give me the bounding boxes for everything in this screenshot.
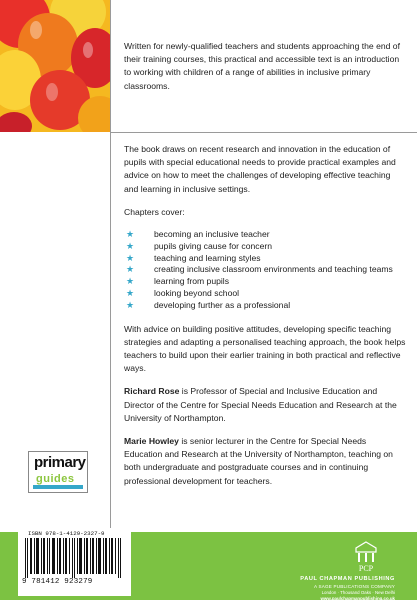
chapters-heading: Chapters cover: [124,206,185,217]
author-name: Richard Rose [124,386,180,397]
list-item [124,288,406,300]
star-icon: ★ [126,264,135,275]
author-name: Marie Howley [124,436,179,447]
description-paragraph: With advice on building positive attitudes, developing specific teaching strategies and adapting a personalised teaching approach, the book helps teachers to build upon their earlier training in both practical and reflective ways. [124,323,406,374]
balloons-photo [0,0,110,132]
publisher-logo [352,540,380,574]
barcode-icon [25,538,123,578]
star-icon: ★ [126,252,135,263]
star-icon: ★ [126,229,135,240]
description-paragraph: The book draws on recent research and innovation in the education of pupils with special educational needs to provide practical examples and advice on how to meet the challenges of developing effective teaching and learning in inclusive settings. [124,144,396,194]
author-bio-text: is senior lecturer in the Centre for Special Needs Education and Research at the University of Northampton, teaching on both undergraduate and postgraduate courses and in continuing professional development for teachers. [124,436,393,486]
publisher-subtitle: A SAGE PUBLICATIONS COMPANY [313,584,395,589]
list-item [124,253,406,265]
series-logo-bar [33,485,83,489]
series-logo [28,451,88,493]
star-icon: ★ [126,299,135,310]
barcode-digits: 9 781412 923279 [22,578,93,586]
chapter-label: creating inclusive classroom environments and teaching teams [154,264,393,275]
publisher-name: PAUL CHAPMAN PUBLISHING [300,576,395,582]
series-logo-word: guides [36,473,75,485]
series-logo-word: primary [34,454,86,471]
author-bio-text: is Professor of Special and Inclusive Education and Director of the Centre for Special Needs Education and Research at the University of Northampton. [124,386,397,423]
publisher-mark: PCP [358,564,374,573]
chapter-label: looking beyond school [154,288,240,298]
chapter-label: pupils giving cause for concern [154,240,272,251]
list-item [124,241,406,253]
isbn-label: ISBN 978-1-4129-2327-9 [28,530,105,537]
chapter-label: teaching and learning styles [154,252,261,263]
star-icon: ★ [126,276,135,287]
publisher-url: www.paulchapmanpublishing.co.uk [320,596,395,600]
star-icon: ★ [126,240,135,251]
star-icon: ★ [126,288,135,298]
chapter-label: learning from pupils [154,276,229,287]
chapters-list [124,229,406,312]
list-item [124,276,406,288]
publisher-cities: London · Thousand Oaks · New Delhi [321,590,395,595]
author-bio [124,435,406,488]
list-item [124,264,406,276]
list-item [124,300,406,312]
author-bio [124,385,406,425]
list-item [124,229,406,241]
intro-blurb: Written for newly-qualified teachers and students approaching the end of their training courses, this practical and accessible text is an introduction to working with children of a range of abilities in inclusive primary classrooms. [124,41,400,91]
chapter-label: developing further as a professional [154,299,291,310]
vertical-divider [110,0,111,532]
back-cover-description [124,143,406,498]
chapter-label: becoming an inclusive teacher [154,229,270,240]
horizontal-divider [110,132,417,133]
barcode-panel [18,528,131,596]
